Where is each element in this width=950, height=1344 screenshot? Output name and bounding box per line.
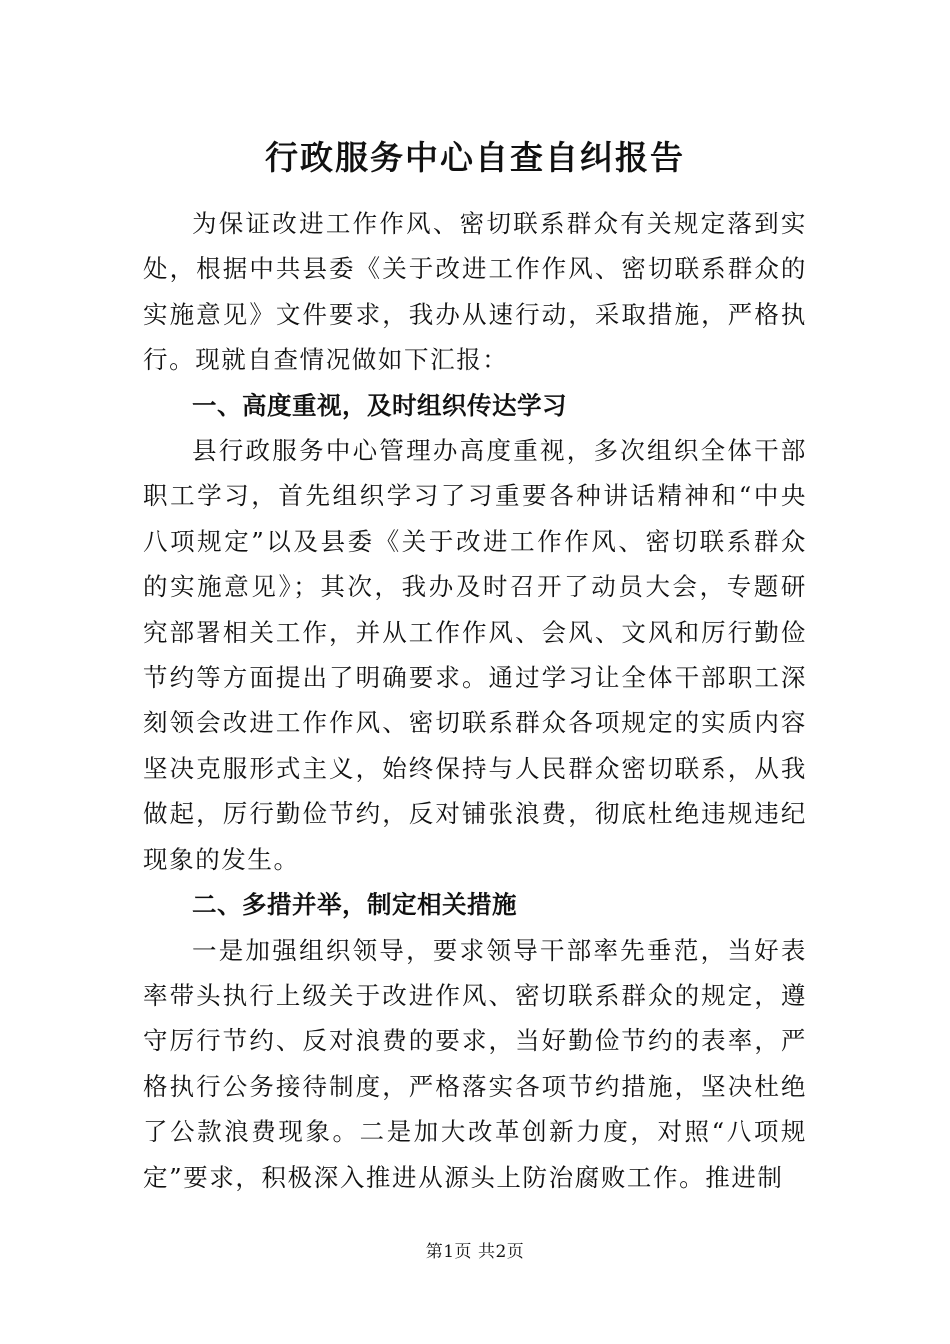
section-heading-1: 一、高度重视，及时组织传达学习 xyxy=(192,390,567,420)
page-number-footer: 第1页 共2页 xyxy=(425,1242,525,1262)
document-body xyxy=(143,201,807,1200)
paragraph-intro: 为保证改进工作作风、密切联系群众有关规定落到实处，根据中共县委《关于改进工作作风、密切联系群众的实施意见》文件要求，我办从速行动，采取措施，严格执行。现就自查情况做如下汇报： xyxy=(143,209,807,375)
paragraph-section-2: 一是加强组织领导，要求领导干部率先垂范，当好表率带头执行上级关于改进作风、密切联系群众的规定，遵守厉行节约、反对浪费的要求，当好勤俭节约的表率，严格执行公务接待制度，严格落实各项节约措施，坚决杜绝了公款浪费现象。二是加大改革创新力度，对照“八项规定”要求，积极深入推进从源头上防治腐败工作。推进制 xyxy=(143,935,807,1192)
paragraph-section-1: 县行政服务中心管理办高度重视，多次组织全体干部职工学习，首先组织学习了习重要各种讲话精神和“中央八项规定”以及县委《关于改进工作作风、密切联系群众的实施意见》；其次，我办及时召开了动员大会，专题研究部署相关工作，并从工作作风、会风、文风和厉行勤俭节约等方面提出了明确要求。通过学习让全体干部职工深刻领会改进工作作风、密切联系群众各项规定的实质内容坚决克服形式主义，始终保持与人民群众密切联系，从我做起，厉行勤俭节约，反对铺张浪费，彻底杜绝违规违纪现象的发生。 xyxy=(143,436,807,874)
section-heading-2: 二、多措并举，制定相关措施 xyxy=(192,890,517,920)
document-title: 行政服务中心自查自纠报告 xyxy=(265,138,685,177)
